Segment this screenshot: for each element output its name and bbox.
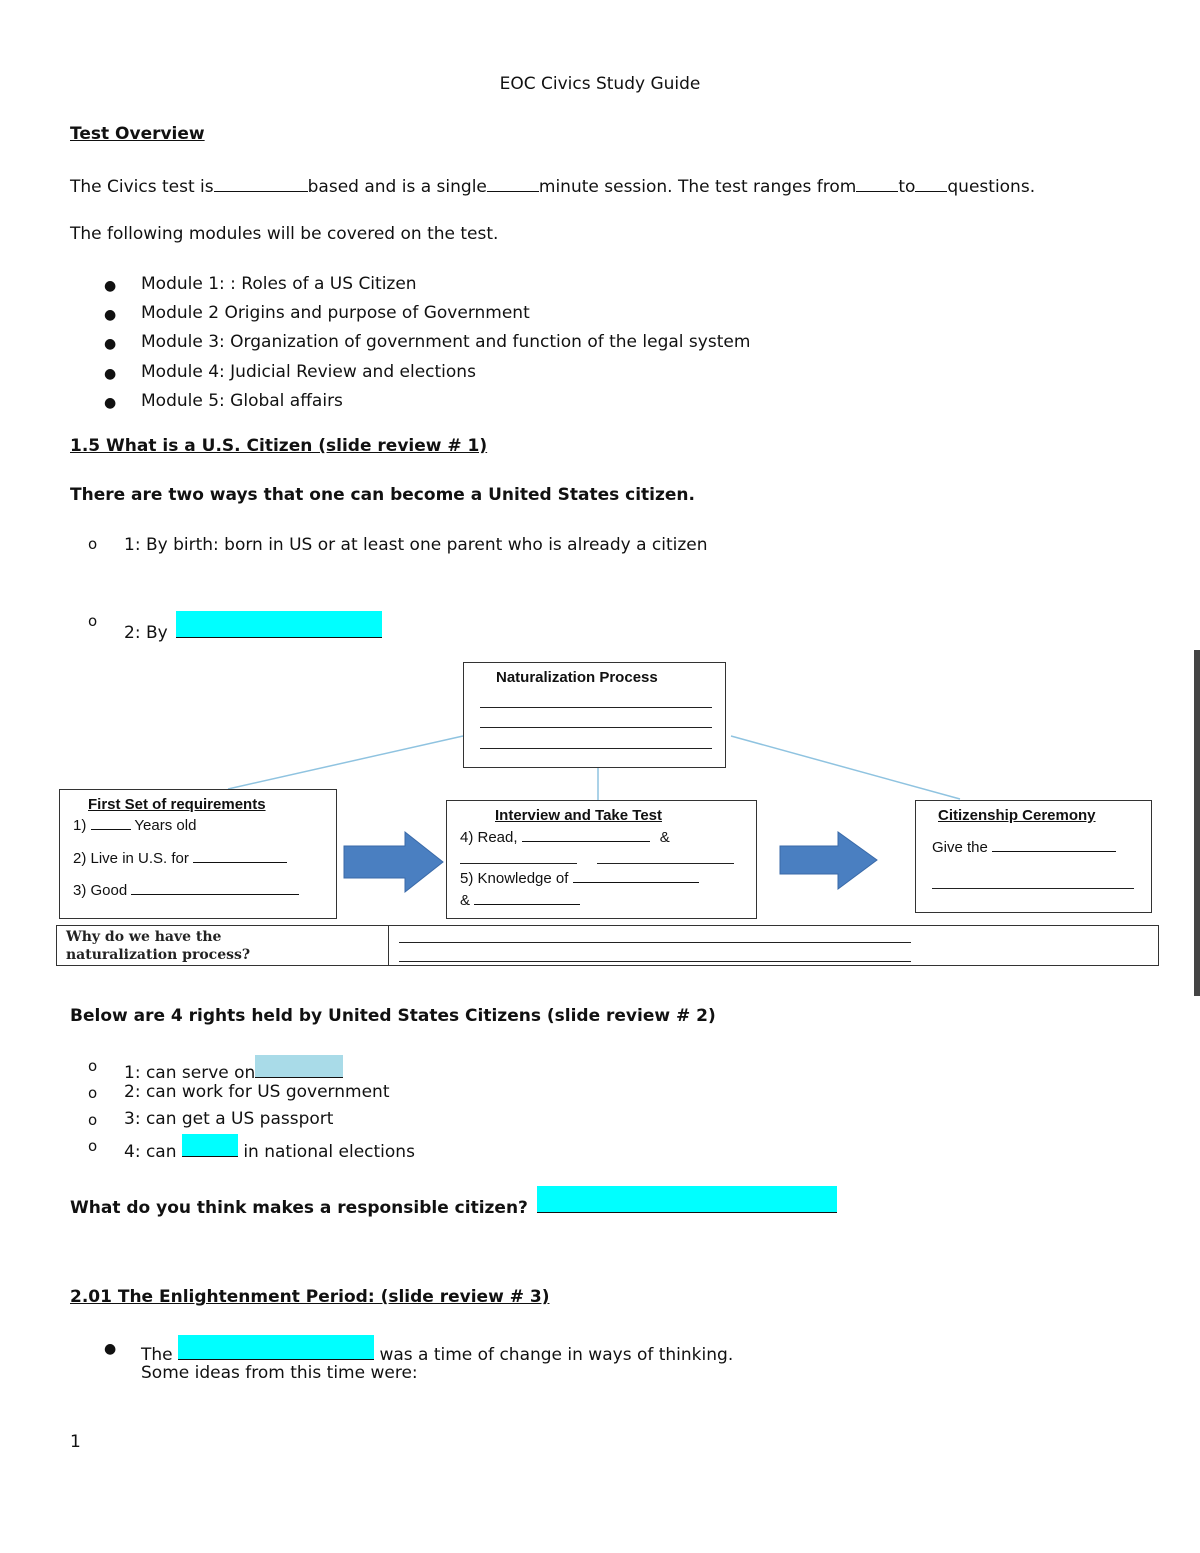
- why-label: [66, 928, 250, 964]
- first-requirements-box: [59, 789, 337, 919]
- responsible-citizen-question: [70, 1186, 837, 1218]
- circle-bullet-icon: o: [88, 535, 98, 553]
- enlightenment-text: The: [141, 1345, 173, 1365]
- why-naturalization-row: [56, 925, 1159, 966]
- req-text: 2) Live in U.S. for: [73, 850, 189, 867]
- connector-line: [731, 736, 960, 799]
- requirement-character: [73, 882, 299, 899]
- connector-line: [228, 736, 463, 789]
- req-text: &: [659, 829, 670, 846]
- highlighted-blank[interactable]: [537, 1186, 837, 1213]
- write-line[interactable]: [480, 727, 712, 728]
- circle-bullet-icon: o: [88, 1111, 98, 1129]
- test-knowledge-line: [460, 870, 699, 887]
- naturalization-process-box: [463, 662, 726, 768]
- why-divider: [388, 926, 389, 965]
- write-line[interactable]: [399, 961, 911, 962]
- right-text: 1: can serve on: [124, 1063, 256, 1083]
- scrollbar[interactable]: [1194, 650, 1200, 996]
- req-text: &: [460, 892, 471, 909]
- citizen-way-1: 1: By birth: born in US or at least one parent who is already a citizen: [124, 535, 708, 555]
- citizenship-ceremony-title: Citizenship Ceremony: [938, 807, 1096, 824]
- enlightenment-subtext: Some ideas from this time were:: [141, 1363, 418, 1383]
- fill-blank[interactable]: [131, 882, 299, 895]
- bullet-icon: ●: [104, 307, 117, 323]
- module-item: Module 4: Judicial Review and elections: [141, 362, 476, 382]
- ceremony-line: [932, 839, 1116, 856]
- first-requirements-title: First Set of requirements: [88, 796, 266, 813]
- test-knowledge-line-2: [460, 892, 580, 909]
- why-label-line: naturalization process?: [66, 947, 251, 963]
- bullet-icon: ●: [104, 278, 117, 294]
- highlighted-blank[interactable]: [255, 1055, 343, 1078]
- right-item: 3: can get a US passport: [124, 1109, 334, 1129]
- interview-test-title: Interview and Take Test: [495, 807, 662, 824]
- test-read-line: [460, 829, 670, 846]
- right-item: [124, 1055, 343, 1083]
- right-item: 2: can work for US government: [124, 1082, 390, 1102]
- fill-blank[interactable]: [522, 829, 650, 842]
- enlightenment-text: was a time of change in ways of thinking.: [379, 1345, 734, 1365]
- circle-bullet-icon: o: [88, 612, 98, 630]
- req-text: 5) Knowledge of: [460, 870, 569, 887]
- bullet-icon: ●: [104, 366, 117, 382]
- module-item: Module 5: Global affairs: [141, 391, 343, 411]
- enlightenment-item: [141, 1335, 733, 1365]
- section-heading-citizen: 1.5 What is a U.S. Citizen (slide review # 1): [70, 436, 488, 456]
- fill-blank[interactable]: [193, 850, 287, 863]
- fill-blank[interactable]: [992, 839, 1116, 852]
- requirement-age: [73, 817, 196, 834]
- circle-bullet-icon: o: [88, 1137, 98, 1155]
- bullet-icon: ●: [104, 395, 117, 411]
- fill-blank[interactable]: [474, 892, 580, 905]
- interview-test-box: [446, 800, 757, 919]
- circle-bullet-icon: o: [88, 1084, 98, 1102]
- way-2-label: 2: By: [124, 623, 168, 643]
- sentence-part: minute session. The test ranges from: [538, 177, 857, 197]
- sentence-part: questions.: [947, 177, 1036, 197]
- write-line[interactable]: [460, 863, 577, 864]
- highlighted-blank[interactable]: [178, 1335, 374, 1360]
- bullet-icon: ●: [104, 336, 117, 352]
- write-line[interactable]: [399, 942, 911, 943]
- section-heading-enlightenment: 2.01 The Enlightenment Period: (slide review # 3): [70, 1287, 550, 1307]
- req-text: Give the: [932, 839, 988, 856]
- rights-heading: Below are 4 rights held by United States Citizens (slide review # 2): [70, 1006, 716, 1026]
- citizen-intro: There are two ways that one can become a United States citizen.: [70, 485, 695, 505]
- write-line[interactable]: [480, 707, 712, 708]
- highlighted-blank[interactable]: [182, 1134, 238, 1157]
- sentence-part: to: [898, 177, 916, 197]
- circle-bullet-icon: o: [88, 1057, 98, 1075]
- fill-blank[interactable]: [573, 870, 699, 883]
- right-arrow-icon: [780, 832, 877, 889]
- sentence-part: based and is a single: [307, 177, 487, 197]
- section-heading-test-overview: Test Overview: [70, 124, 205, 144]
- req-text: 4) Read,: [460, 829, 518, 846]
- write-line[interactable]: [597, 863, 734, 864]
- write-line[interactable]: [932, 888, 1134, 889]
- modules-intro: The following modules will be covered on the test.: [70, 224, 499, 244]
- req-text: Years old: [134, 817, 197, 834]
- right-item: [124, 1134, 415, 1162]
- right-arrow-icon: [344, 832, 443, 892]
- naturalization-process-title: Naturalization Process: [496, 669, 658, 686]
- write-line[interactable]: [480, 748, 712, 749]
- bullet-icon: ●: [104, 1341, 117, 1357]
- sentence-part: The Civics test is: [70, 177, 214, 197]
- question-text: What do you think makes a responsible citizen?: [70, 1198, 528, 1218]
- page-number: 1: [70, 1432, 81, 1452]
- module-item: Module 2 Origins and purpose of Government: [141, 303, 530, 323]
- fill-blank[interactable]: [91, 817, 131, 830]
- requirement-residence: [73, 850, 287, 867]
- req-text: 3) Good: [73, 882, 128, 899]
- module-item: Module 3: Organization of government and function of the legal system: [141, 332, 751, 352]
- req-num: 1): [73, 817, 87, 834]
- citizenship-ceremony-box: [915, 800, 1152, 913]
- right-text: 4: can: [124, 1142, 177, 1162]
- right-text: in national elections: [243, 1142, 415, 1162]
- document-title: EOC Civics Study Guide: [499, 74, 701, 94]
- module-item: Module 1: : Roles of a US Citizen: [141, 274, 417, 294]
- why-label-line: Why do we have the: [66, 929, 222, 945]
